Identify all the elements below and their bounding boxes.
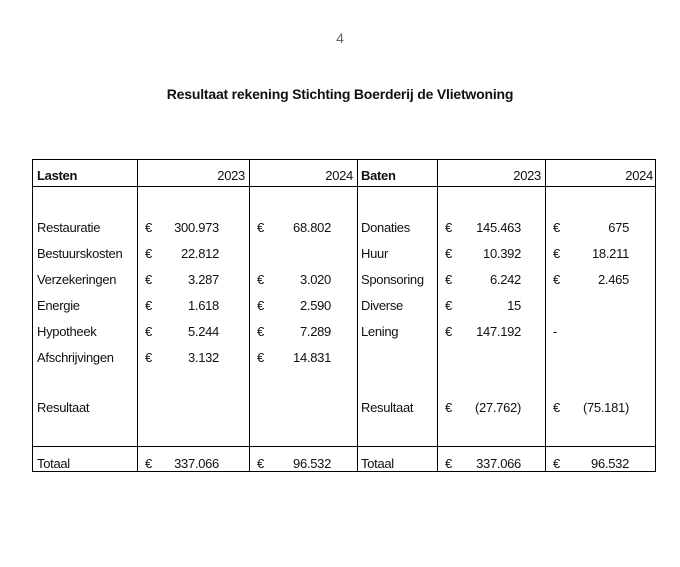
currency-symbol: € [257,456,264,471]
page-number: 4 [336,30,344,46]
lasten-row-label: Hypotheek [37,324,97,339]
baten-row-label: Lening [361,324,399,339]
header-baten-2023: 2023 [513,168,541,183]
totaal-baten-2023: 337.066 [476,456,521,471]
column-divider [545,160,546,471]
header-lasten: Lasten [37,168,78,183]
currency-symbol: € [145,298,152,313]
resultaat-lasten-label: Resultaat [37,400,90,415]
currency-symbol: € [145,350,152,365]
baten-row-v2024: - [553,324,558,339]
totaal-baten-label: Totaal [361,456,394,471]
baten-row-v2023: 10.392 [483,246,521,261]
lasten-row-v2024: 68.802 [293,220,331,235]
currency-symbol: € [445,456,452,471]
lasten-row-label: Restauratie [37,220,101,235]
baten-row-v2023: 147.192 [476,324,521,339]
lasten-row-v2024: 3.020 [299,272,331,287]
lasten-row-label: Energie [37,298,80,313]
lasten-row-label: Afschrijvingen [37,350,114,365]
currency-symbol: € [257,272,264,287]
lasten-row-label: Verzekeringen [37,272,117,287]
header-lasten-2023: 2023 [217,168,245,183]
currency-symbol: € [145,456,152,471]
currency-symbol: € [553,220,560,235]
header-lasten-2024: 2024 [325,168,353,183]
currency-symbol: € [257,220,264,235]
column-divider [357,160,358,471]
currency-symbol: € [445,400,452,415]
lasten-row-label: Bestuurskosten [37,246,123,261]
baten-row-label: Sponsoring [361,272,424,287]
baten-row-v2024: 675 [608,220,629,235]
resultaat-baten-label: Resultaat [361,400,414,415]
currency-symbol: € [553,272,560,287]
totaal-lasten-2023: 337.066 [174,456,219,471]
lasten-row-v2023: 5.244 [187,324,219,339]
currency-symbol: € [445,324,452,339]
currency-symbol: € [445,298,452,313]
header-baten: Baten [361,168,396,183]
column-divider [437,160,438,471]
baten-row-label: Donaties [361,220,410,235]
lasten-row-v2024: 7.289 [299,324,331,339]
header-divider [33,186,655,187]
currency-symbol: € [445,272,452,287]
totaal-lasten-2024: 96.532 [293,456,331,471]
baten-row-v2024: 2.465 [597,272,629,287]
lasten-row-v2023: 3.132 [187,350,219,365]
lasten-row-v2023: 3.287 [187,272,219,287]
header-baten-2024: 2024 [625,168,653,183]
result-account-table [32,159,656,472]
currency-symbol: € [553,246,560,261]
lasten-row-v2024: 14.831 [293,350,331,365]
baten-row-v2023: 15 [507,298,521,313]
baten-row-v2024: 18.211 [592,246,629,261]
totaal-lasten-label: Totaal [37,456,70,471]
currency-symbol: € [257,324,264,339]
baten-row-v2023: 145.463 [476,220,521,235]
lasten-row-v2023: 300.973 [174,220,219,235]
resultaat-baten-2024: (75.181) [582,400,629,415]
baten-row-label: Huur [361,246,388,261]
total-divider [33,446,655,447]
currency-symbol: € [445,220,452,235]
currency-symbol: € [257,350,264,365]
totaal-baten-2024: 96.532 [591,456,629,471]
lasten-row-v2023: 22.812 [181,246,219,261]
currency-symbol: € [145,246,152,261]
baten-row-label: Diverse [361,298,403,313]
column-divider [137,160,138,471]
baten-row-v2023: 6.242 [489,272,521,287]
currency-symbol: € [145,272,152,287]
currency-symbol: € [257,298,264,313]
lasten-row-v2024: 2.590 [299,298,331,313]
column-divider [249,160,250,471]
currency-symbol: € [553,400,560,415]
currency-symbol: € [445,246,452,261]
resultaat-baten-2023: (27.762) [474,400,521,415]
currency-symbol: € [145,324,152,339]
currency-symbol: € [553,456,560,471]
currency-symbol: € [145,220,152,235]
document-title: Resultaat rekening Stichting Boerderij de Vlietwoning [166,86,514,102]
lasten-row-v2023: 1.618 [187,298,219,313]
